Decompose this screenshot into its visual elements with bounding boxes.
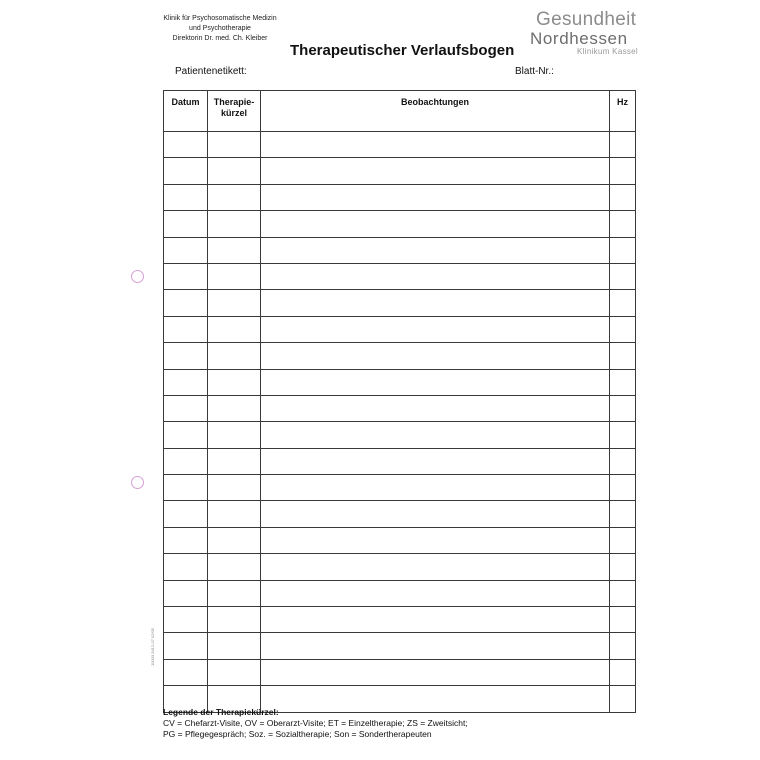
table-row bbox=[164, 132, 636, 158]
therapy-code-cell[interactable] bbox=[208, 237, 261, 263]
therapy-code-cell[interactable] bbox=[208, 316, 261, 342]
logo-line-3: Klinikum Kassel bbox=[577, 47, 638, 56]
observation-cell[interactable] bbox=[261, 132, 610, 158]
observation-cell[interactable] bbox=[261, 633, 610, 659]
column-header-therapy-code: Therapie- kürzel bbox=[208, 91, 261, 132]
observation-cell[interactable] bbox=[261, 184, 610, 210]
table-row bbox=[164, 184, 636, 210]
hz-cell[interactable] bbox=[610, 237, 636, 263]
hz-cell[interactable] bbox=[610, 580, 636, 606]
observation-cell[interactable] bbox=[261, 343, 610, 369]
therapy-code-cell[interactable] bbox=[208, 290, 261, 316]
date-cell[interactable] bbox=[164, 633, 208, 659]
logo-line-2: Nordhessen bbox=[530, 29, 628, 48]
table-row bbox=[164, 343, 636, 369]
observation-cell[interactable] bbox=[261, 527, 610, 553]
observation-cell[interactable] bbox=[261, 501, 610, 527]
form-title: Therapeutischer Verlaufsbogen bbox=[290, 42, 515, 59]
hz-cell[interactable] bbox=[610, 607, 636, 633]
table-row bbox=[164, 422, 636, 448]
therapy-code-cell[interactable] bbox=[208, 527, 261, 553]
sheet-number-label: Blatt-Nr.: bbox=[515, 66, 554, 77]
date-cell[interactable] bbox=[164, 422, 208, 448]
hz-cell[interactable] bbox=[610, 686, 636, 712]
clinic-header bbox=[150, 14, 290, 44]
table-row bbox=[164, 369, 636, 395]
date-cell[interactable] bbox=[164, 475, 208, 501]
table-row bbox=[164, 580, 636, 606]
observation-cell[interactable] bbox=[261, 395, 610, 421]
observation-cell[interactable] bbox=[261, 448, 610, 474]
therapy-code-cell[interactable] bbox=[208, 395, 261, 421]
therapy-code-cell[interactable] bbox=[208, 633, 261, 659]
observation-cell[interactable] bbox=[261, 607, 610, 633]
therapy-code-cell[interactable] bbox=[208, 263, 261, 289]
column-header-observations: Beobachtungen bbox=[261, 91, 610, 132]
clinic-line: Klinik für Psychosomatische Medizin bbox=[163, 15, 277, 22]
observation-cell[interactable] bbox=[261, 369, 610, 395]
table-row bbox=[164, 290, 636, 316]
date-cell[interactable] bbox=[164, 580, 208, 606]
column-header-hz: Hz bbox=[610, 91, 636, 132]
date-cell[interactable] bbox=[164, 263, 208, 289]
date-cell[interactable] bbox=[164, 554, 208, 580]
therapy-code-cell[interactable] bbox=[208, 343, 261, 369]
punch-hole-bottom bbox=[131, 476, 144, 489]
form-code: 10003 3412-07 02/05 bbox=[150, 627, 155, 666]
therapy-code-cell[interactable] bbox=[208, 554, 261, 580]
hz-cell[interactable] bbox=[610, 184, 636, 210]
therapy-code-cell[interactable] bbox=[208, 448, 261, 474]
observation-cell[interactable] bbox=[261, 554, 610, 580]
column-header-date: Datum bbox=[164, 91, 208, 132]
table-row bbox=[164, 237, 636, 263]
date-cell[interactable] bbox=[164, 395, 208, 421]
date-cell[interactable] bbox=[164, 316, 208, 342]
observation-table bbox=[163, 90, 636, 713]
therapy-code-cell[interactable] bbox=[208, 184, 261, 210]
observation-cell[interactable] bbox=[261, 475, 610, 501]
hz-cell[interactable] bbox=[610, 369, 636, 395]
date-cell[interactable] bbox=[164, 290, 208, 316]
table-row bbox=[164, 211, 636, 237]
date-cell[interactable] bbox=[164, 184, 208, 210]
table-row bbox=[164, 607, 636, 633]
table-row bbox=[164, 316, 636, 342]
punch-hole-top bbox=[131, 270, 144, 283]
observation-cell[interactable] bbox=[261, 158, 610, 184]
hz-cell[interactable] bbox=[610, 527, 636, 553]
table-header-row bbox=[164, 91, 636, 132]
table-row bbox=[164, 448, 636, 474]
hz-cell[interactable] bbox=[610, 659, 636, 685]
therapy-code-cell[interactable] bbox=[208, 607, 261, 633]
table-row bbox=[164, 659, 636, 685]
legend-line: CV = Chefarzt-Visite, OV = Oberarzt-Visite; ET = Einzeltherapie; ZS = Zweitsicht; bbox=[163, 718, 468, 728]
logo-line-1: Gesundheit bbox=[536, 9, 637, 30]
hz-cell[interactable] bbox=[610, 316, 636, 342]
legend bbox=[163, 707, 468, 740]
hz-cell[interactable] bbox=[610, 211, 636, 237]
therapy-code-cell[interactable] bbox=[208, 659, 261, 685]
hz-cell[interactable] bbox=[610, 633, 636, 659]
date-cell[interactable] bbox=[164, 369, 208, 395]
date-cell[interactable] bbox=[164, 132, 208, 158]
observation-cell[interactable] bbox=[261, 211, 610, 237]
date-cell[interactable] bbox=[164, 659, 208, 685]
hz-cell[interactable] bbox=[610, 395, 636, 421]
therapy-code-cell[interactable] bbox=[208, 501, 261, 527]
hz-cell[interactable] bbox=[610, 263, 636, 289]
therapy-code-cell[interactable] bbox=[208, 369, 261, 395]
observation-cell[interactable] bbox=[261, 237, 610, 263]
date-cell[interactable] bbox=[164, 158, 208, 184]
date-cell[interactable] bbox=[164, 237, 208, 263]
observation-cell[interactable] bbox=[261, 580, 610, 606]
table-row bbox=[164, 475, 636, 501]
hz-cell[interactable] bbox=[610, 290, 636, 316]
table-row bbox=[164, 527, 636, 553]
hz-cell[interactable] bbox=[610, 448, 636, 474]
hz-cell[interactable] bbox=[610, 422, 636, 448]
date-cell[interactable] bbox=[164, 448, 208, 474]
hz-cell[interactable] bbox=[610, 501, 636, 527]
therapy-code-cell[interactable] bbox=[208, 158, 261, 184]
clinic-line: und Psychotherapie bbox=[189, 25, 251, 32]
observation-cell[interactable] bbox=[261, 290, 610, 316]
therapy-code-cell[interactable] bbox=[208, 580, 261, 606]
date-cell[interactable] bbox=[164, 501, 208, 527]
table-row bbox=[164, 395, 636, 421]
table-row bbox=[164, 633, 636, 659]
hz-cell[interactable] bbox=[610, 343, 636, 369]
therapy-code-cell[interactable] bbox=[208, 132, 261, 158]
hospital-logo bbox=[520, 10, 638, 57]
date-cell[interactable] bbox=[164, 527, 208, 553]
table-row bbox=[164, 158, 636, 184]
observation-cell[interactable] bbox=[261, 422, 610, 448]
therapy-code-cell[interactable] bbox=[208, 475, 261, 501]
therapy-code-cell[interactable] bbox=[208, 422, 261, 448]
date-cell[interactable] bbox=[164, 211, 208, 237]
observation-cell[interactable] bbox=[261, 316, 610, 342]
table-row bbox=[164, 554, 636, 580]
table-body bbox=[164, 132, 636, 713]
hz-cell[interactable] bbox=[610, 475, 636, 501]
table-row bbox=[164, 263, 636, 289]
hz-cell[interactable] bbox=[610, 158, 636, 184]
patient-label: Patientenetikett: bbox=[175, 66, 247, 77]
date-cell[interactable] bbox=[164, 607, 208, 633]
clinic-line: Direktorin Dr. med. Ch. Kleiber bbox=[172, 35, 268, 42]
legend-title: Legende der Therapiekürzel: bbox=[163, 707, 279, 717]
table-row bbox=[164, 501, 636, 527]
observation-cell[interactable] bbox=[261, 263, 610, 289]
hz-cell[interactable] bbox=[610, 554, 636, 580]
observation-cell[interactable] bbox=[261, 659, 610, 685]
legend-line: PG = Pflegegespräch; Soz. = Sozialtherapie; Son = Sondertherapeuten bbox=[163, 729, 432, 739]
therapy-code-cell[interactable] bbox=[208, 211, 261, 237]
date-cell[interactable] bbox=[164, 343, 208, 369]
hz-cell[interactable] bbox=[610, 132, 636, 158]
